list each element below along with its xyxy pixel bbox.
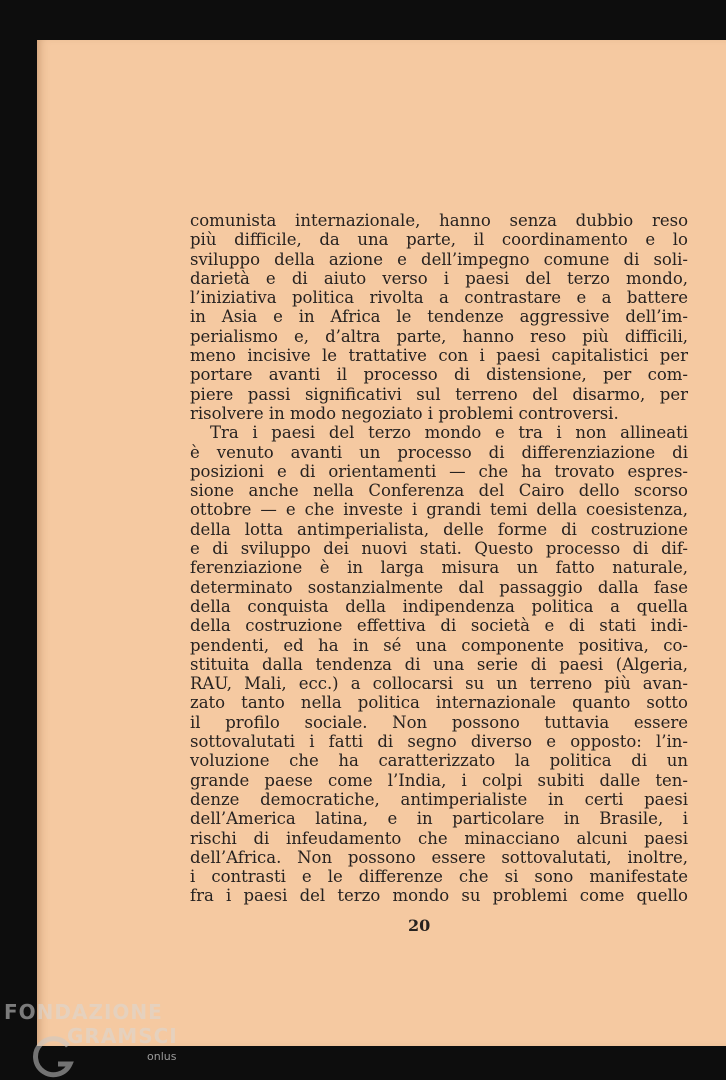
text-line: dell’Africa. Non possono essere sottovalutati, inoltre,	[190, 847, 688, 867]
text-line: sottovalutati i fatti di segno diverso e opposto: l’in-	[190, 732, 688, 752]
text-line: posizioni e di orientamenti — che ha trovato espres-	[190, 461, 688, 481]
text-line: RAU, Mali, ecc.) a collocarsi su un terreno più avan-	[190, 674, 688, 694]
text-line: ottobre — e che investe i grandi temi della coesistenza,	[190, 500, 688, 520]
watermark-onlus: onlus	[147, 1050, 177, 1063]
text-line: voluzione che ha caratterizzato la politica di un	[190, 751, 688, 771]
text-line: dell’America latina, e in particolare in Brasile, i	[190, 809, 688, 829]
text-line: risolvere in modo negoziato i problemi controversi.	[190, 403, 619, 423]
body-text	[190, 211, 688, 906]
text-line: sviluppo della azione e dell’impegno comune di soli-	[190, 249, 688, 269]
text-line: perialismo e, d’altra parte, hanno reso più difficili,	[190, 326, 688, 346]
text-line: il profilo sociale. Non possono tuttavia essere	[190, 712, 688, 732]
watermark-line-2: GRAMSCI	[67, 1024, 178, 1048]
text-line: meno incisive le trattative con i paesi capitalistici per	[190, 346, 688, 366]
watermark-line-1: FONDAZIONE	[4, 1000, 163, 1024]
text-line: è venuto avanti un processo di differenziazione di	[190, 442, 688, 462]
page-number: 20	[408, 916, 431, 935]
text-line: ferenziazione è in larga misura un fatto naturale,	[190, 558, 688, 578]
text-line: l’iniziativa politica rivolta a contrastare e a battere	[190, 288, 688, 308]
book-page	[37, 40, 726, 1046]
text-line: sione anche nella Conferenza del Cairo dello scorso	[190, 481, 688, 501]
text-line: denze democratiche, antimperialiste in certi paesi	[190, 789, 688, 809]
text-line: grande paese come l’India, i colpi subiti dalle ten-	[190, 770, 688, 790]
text-line: Tra i paesi del terzo mondo e tra i non allineati	[210, 423, 688, 443]
text-line: in Asia e in Africa le tendenze aggressive dell’im-	[190, 307, 688, 327]
watermark	[4, 998, 204, 1078]
text-line: più difficile, da una parte, il coordinamento e lo	[190, 230, 688, 250]
text-line: portare avanti il processo di distensione, per com-	[190, 365, 688, 385]
text-line: e di sviluppo dei nuovi stati. Questo processo di dif-	[190, 539, 688, 559]
text-line: comunista internazionale, hanno senza dubbio reso	[190, 211, 688, 230]
text-line: pendenti, ed ha in sé una componente positiva, co-	[190, 635, 688, 655]
text-line: i contrasti e le differenze che si sono manifestate	[190, 867, 688, 887]
text-line: zato tanto nella politica internazionale quanto sotto	[190, 693, 688, 713]
text-line: darietà e di aiuto verso i paesi del terzo mondo,	[190, 268, 688, 288]
text-line: fra i paesi del terzo mondo su problemi come quello	[190, 886, 688, 906]
text-line: piere passi significativi sul terreno del disarmo, per	[190, 384, 688, 404]
text-line: rischi di infeudamento che minacciano alcuni paesi	[190, 828, 688, 848]
text-line: della conquista della indipendenza politica a quella	[190, 596, 688, 616]
text-line: della lotta antimperialista, delle forme di costruzione	[190, 519, 688, 539]
text-line: stituita dalla tendenza di una serie di paesi (Algeria,	[190, 654, 688, 674]
text-line: della costruzione effettiva di società e di stati indi-	[190, 616, 688, 636]
watermark-logo-icon	[30, 1034, 78, 1078]
text-line: determinato sostanzialmente dal passaggio dalla fase	[190, 577, 688, 597]
